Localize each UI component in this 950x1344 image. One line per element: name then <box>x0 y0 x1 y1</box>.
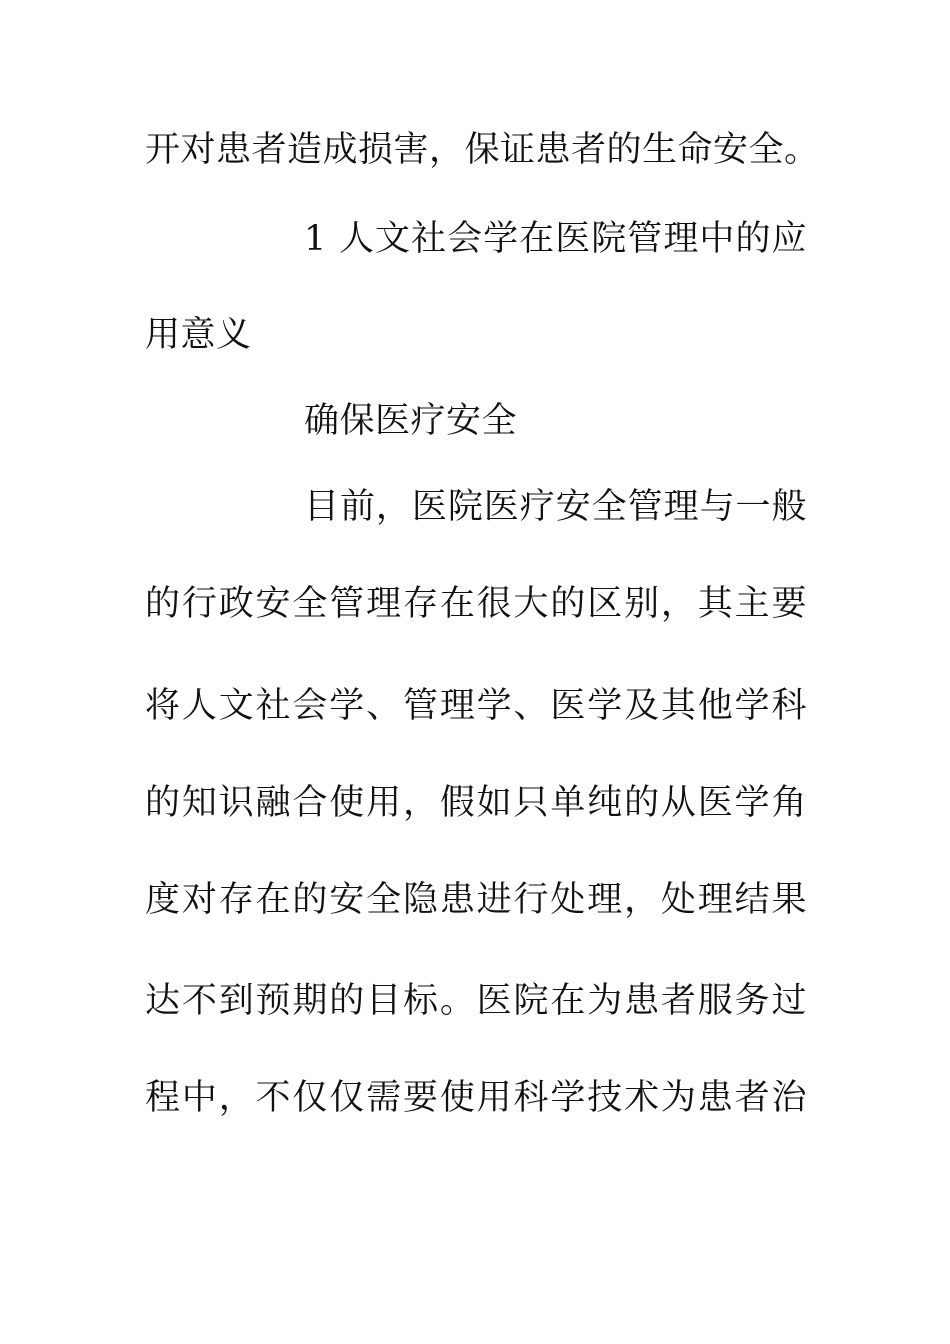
body-text-line-3: 的行政安全管理存在很大的区别，其主要 <box>145 584 807 624</box>
body-text-line-4: 将人文社会学、管理学、医学及其他学科 <box>145 686 807 726</box>
subsection-heading: 确保医疗安全 <box>304 401 518 441</box>
section-heading-line-2: 用意义 <box>145 315 252 355</box>
section-heading-line-1: 1 人文社会学在医院管理中的应 <box>304 219 807 259</box>
body-text-line-8: 程中，不仅仅需要使用科学技术为患者治 <box>145 1078 807 1118</box>
body-text-line-1: 开对患者造成损害，保证患者的生命安全。 <box>145 130 820 170</box>
body-text-line-7: 达不到预期的目标。医院在为患者服务过 <box>145 981 807 1021</box>
body-text-line-5: 的知识融合使用，假如只单纯的从医学角 <box>145 783 807 823</box>
body-text-line-6: 度对存在的安全隐患进行处理，处理结果 <box>145 880 807 920</box>
body-text-line-2: 目前，医院医疗安全管理与一般 <box>304 487 807 527</box>
